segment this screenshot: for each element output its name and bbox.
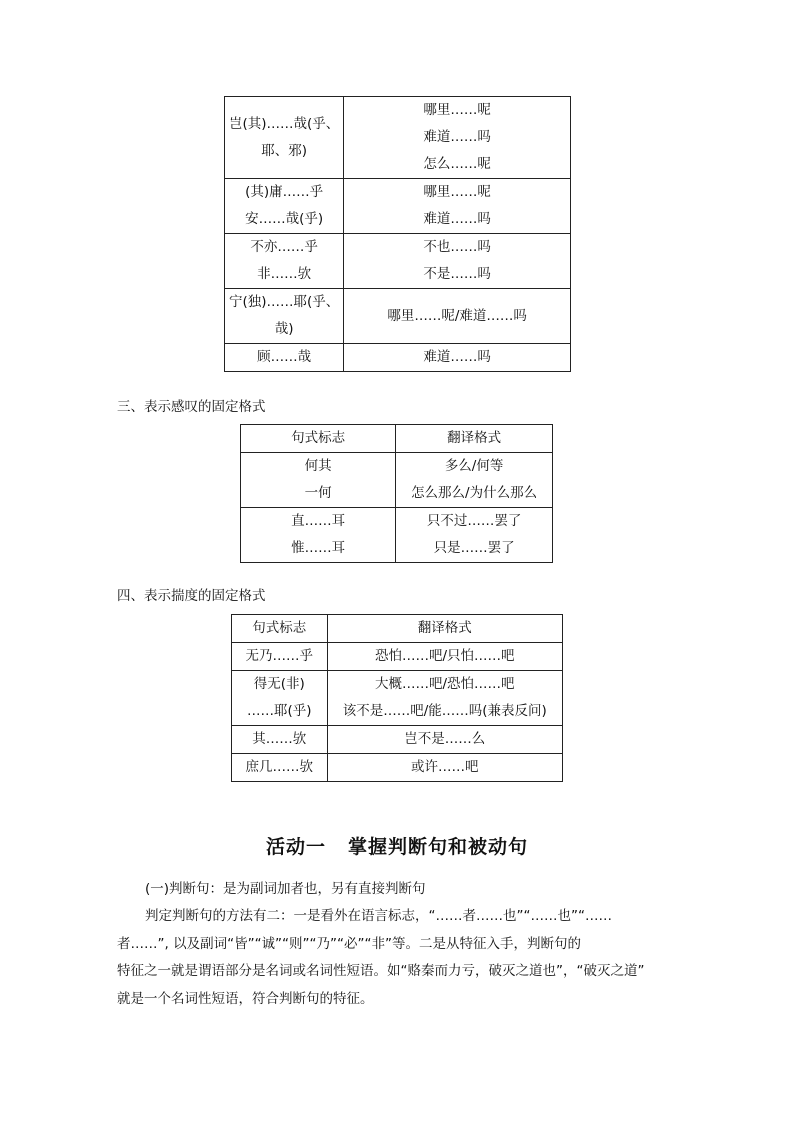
paragraph-line: 判定判断句的方法有二：一是看外在语言标志，“……者……也”“……也”“……	[145, 908, 612, 924]
column-header: 翻译格式	[327, 615, 562, 643]
table-header-row	[241, 425, 553, 453]
table-row	[241, 508, 553, 563]
translation-cell: 或许……吧	[327, 754, 562, 782]
translation-cell: 大概……吧/恐怕……吧 该不是……吧/能……吗(兼表反问)	[327, 671, 562, 726]
pattern-cell: 无乃……乎	[232, 643, 328, 671]
table-row	[225, 179, 571, 234]
section-title-exclamation: 三、表示感叹的固定格式	[117, 399, 266, 415]
paragraph-line: 者……”, 以及副词“皆”“诚”“则”“乃”“必”“非”等。二是从特征入手，判断句的	[117, 935, 582, 952]
activity-subhead: (一)判断句：是为副词加者也，另有直接判断句	[145, 881, 426, 897]
pattern-cell: 得无(非) ……耶(乎)	[232, 671, 328, 726]
table-header-row	[232, 615, 563, 643]
translation-cell: 只不过……罢了 只是……罢了	[396, 508, 553, 563]
paragraph-line: 就是一个名词性短语，符合判断句的特征。	[117, 990, 374, 1007]
pattern-cell: (其)庸……乎 安……哉(乎)	[225, 179, 344, 234]
translation-cell: 哪里……呢/难道……吗	[344, 289, 571, 344]
activity-heading: 活动一 掌握判断句和被动句	[265, 836, 529, 858]
conjecture-table	[231, 614, 563, 782]
table-row	[232, 643, 563, 671]
translation-cell: 难道……吗	[344, 344, 571, 372]
section-title-conjecture: 四、表示揣度的固定格式	[117, 588, 266, 604]
pattern-cell: 其……欤	[232, 726, 328, 754]
table-row	[241, 453, 553, 508]
exclamation-table	[240, 424, 553, 563]
table-row	[225, 344, 571, 372]
pattern-cell: 宁(独)……耶(乎、 哉)	[225, 289, 344, 344]
translation-cell: 多么/何等 怎么那么/为什么那么	[396, 453, 553, 508]
table-row	[225, 97, 571, 179]
pattern-cell: 不亦……乎 非……欤	[225, 234, 344, 289]
activity-paragraph	[117, 903, 681, 1013]
pattern-cell: 何其 一何	[241, 453, 396, 508]
translation-cell: 哪里……呢 难道……吗 怎么……呢	[344, 97, 571, 179]
pattern-cell: 顾……哉	[225, 344, 344, 372]
pattern-cell: 庶几……欤	[232, 754, 328, 782]
table-row	[232, 726, 563, 754]
translation-cell: 岂不是……么	[327, 726, 562, 754]
column-header: 句式标志	[232, 615, 328, 643]
column-header: 句式标志	[241, 425, 396, 453]
column-header: 翻译格式	[396, 425, 553, 453]
translation-cell: 哪里……呢 难道……吗	[344, 179, 571, 234]
translation-cell: 恐怕……吧/只怕……吧	[327, 643, 562, 671]
pattern-cell: 直……耳 惟……耳	[241, 508, 396, 563]
table-row	[225, 289, 571, 344]
table-row	[225, 234, 571, 289]
paragraph-line: 特征之一就是谓语部分是名词或名词性短语。如“赂秦而力亏，破灭之道也”，“破灭之道”	[117, 963, 645, 979]
table-row	[232, 754, 563, 782]
pattern-cell: 岂(其)……哉(乎、 耶、邪)	[225, 97, 344, 179]
table-row	[232, 671, 563, 726]
interrogative-table	[224, 96, 571, 372]
translation-cell: 不也……吗 不是……吗	[344, 234, 571, 289]
